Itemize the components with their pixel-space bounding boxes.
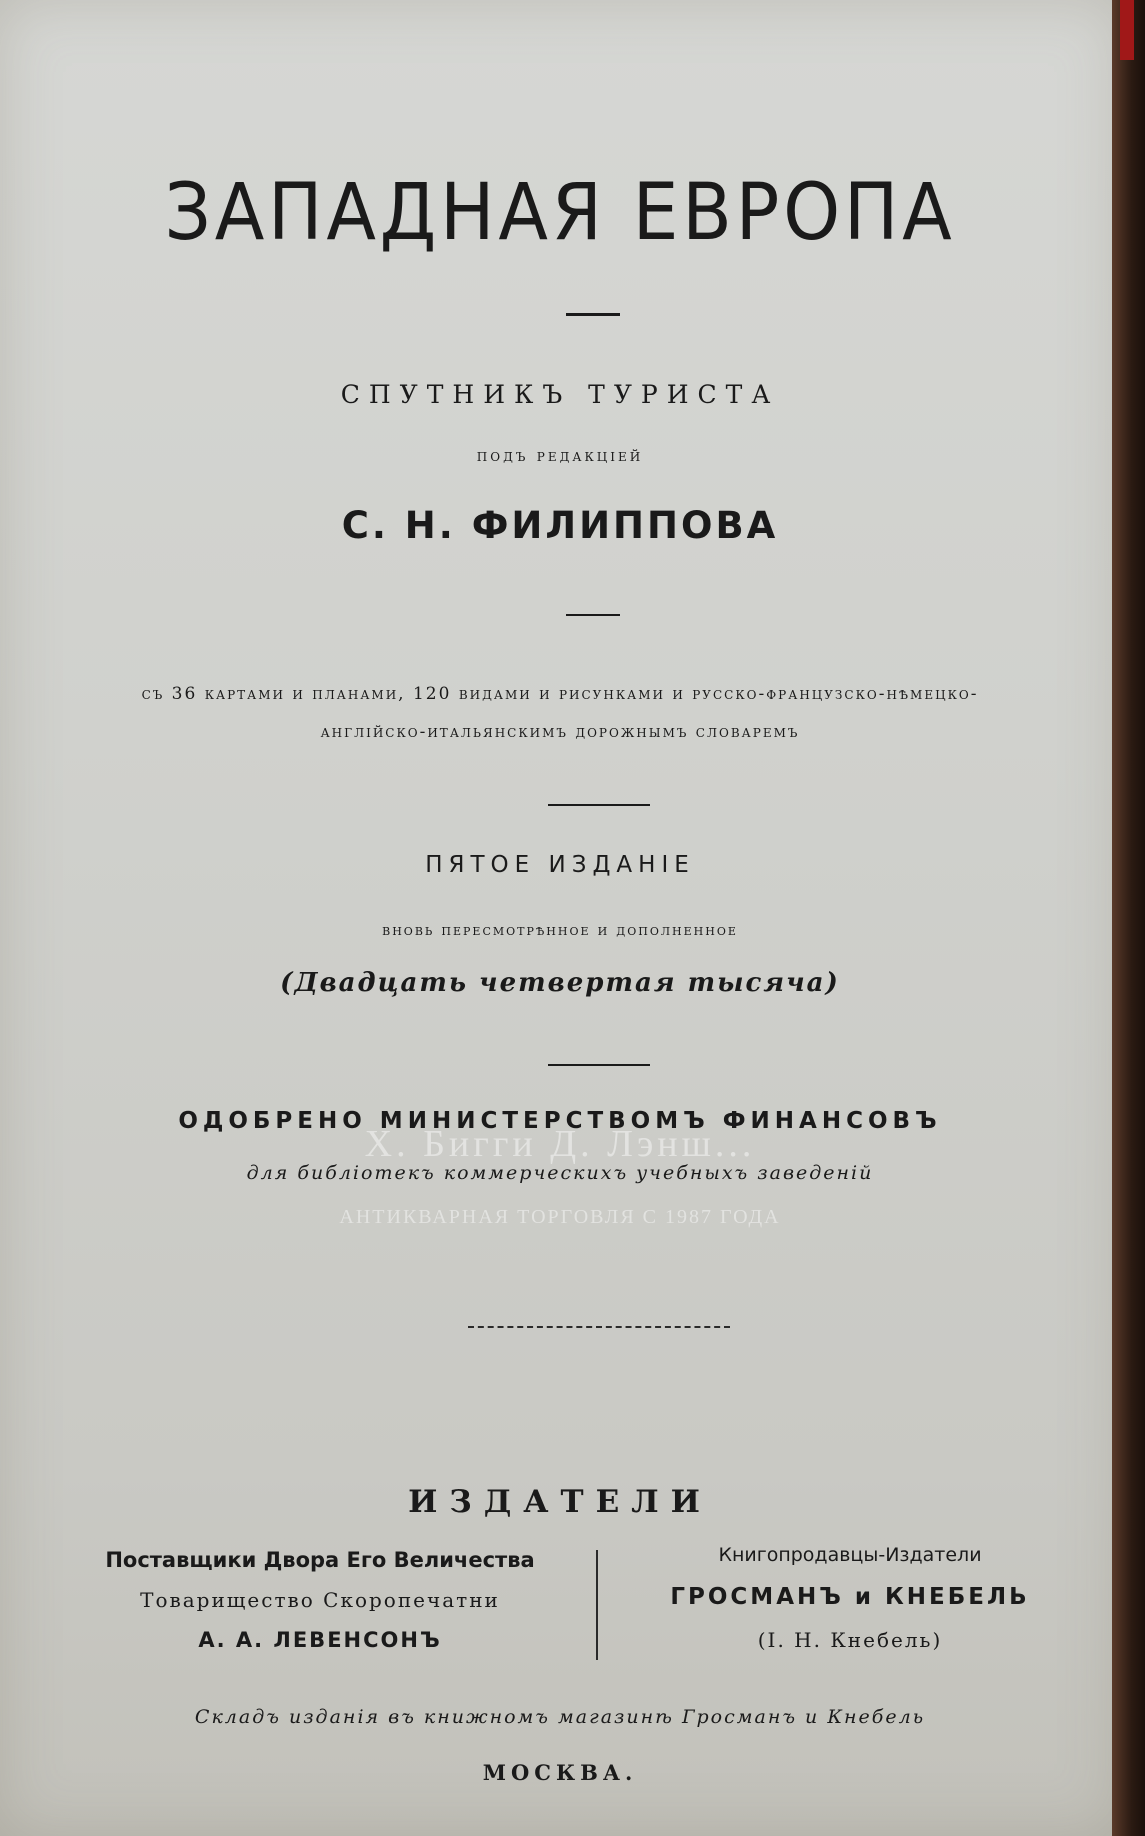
publisher-left-line-1: Поставщики Двора Его Величества	[105, 1548, 535, 1572]
contents-rule	[548, 804, 650, 806]
edition-rule	[548, 1064, 650, 1066]
publication-city: МОСКВА.	[482, 1760, 638, 1785]
publishers-divider	[596, 1550, 598, 1660]
publisher-right-line-2: ГРОСМАНЪ и КНЕБЕЛЬ	[670, 1584, 1030, 1610]
edition-thousand: (Двадцать четвертая тысяча)	[280, 968, 840, 998]
bookmark-ribbon	[1120, 0, 1134, 60]
contents-line-2: англійско-итальянскимъ дорожнымъ словаремъ	[320, 722, 800, 742]
publisher-left-line-3: А. А. ЛЕВЕНСОНЪ	[198, 1628, 442, 1652]
editor-lead: подъ редакціей	[476, 446, 644, 466]
antique-watermark-subtitle: АНТИКВАРНАЯ ТОРГОВЛЯ С 1987 ГОДА	[339, 1206, 781, 1228]
book-title: ЗАПАДНАЯ ЕВРОПА	[164, 168, 956, 258]
title-rule	[566, 313, 620, 316]
editor-rule	[566, 614, 620, 616]
publisher-left	[60, 1548, 580, 1668]
publisher-right-line-3: (І. Н. Кнебель)	[757, 1628, 943, 1652]
publisher-right-line-1: Книгопродавцы-Издатели	[718, 1544, 982, 1566]
editor-name: С. Н. ФИЛИППОВА	[341, 504, 779, 547]
approval-note: для библіотекъ коммерческихъ учебныхъ заведеній	[246, 1162, 874, 1184]
approval-label: ОДОБРЕНО МИНИСТЕРСТВОМЪ ФИНАНСОВЪ	[178, 1108, 942, 1134]
edition-note: вновь пересмотрѣнное и дополненное	[382, 920, 738, 939]
publisher-left-line-2: Товарищество Скоропечатни	[140, 1588, 500, 1612]
book-edge	[1112, 0, 1145, 1836]
edition-label: ПЯТОЕ ИЗДАНІЕ	[425, 852, 695, 878]
publisher-right	[620, 1544, 1080, 1664]
antique-watermark: Х. Бигги Д. Лэнш...	[364, 1123, 756, 1165]
book-subtitle: СПУТНИКЪ ТУРИСТА	[340, 380, 780, 409]
publishers-heading: ИЗДАТЕЛИ	[408, 1484, 712, 1520]
warehouse-note: Складъ изданія въ книжномъ магазинѣ Гросманъ и Кнебель	[194, 1706, 926, 1728]
contents-line-1: съ 36 картами и планами, 120 видами и рисунками и русско-французско-нѣмецко-	[141, 684, 979, 704]
dashed-rule	[468, 1326, 730, 1328]
